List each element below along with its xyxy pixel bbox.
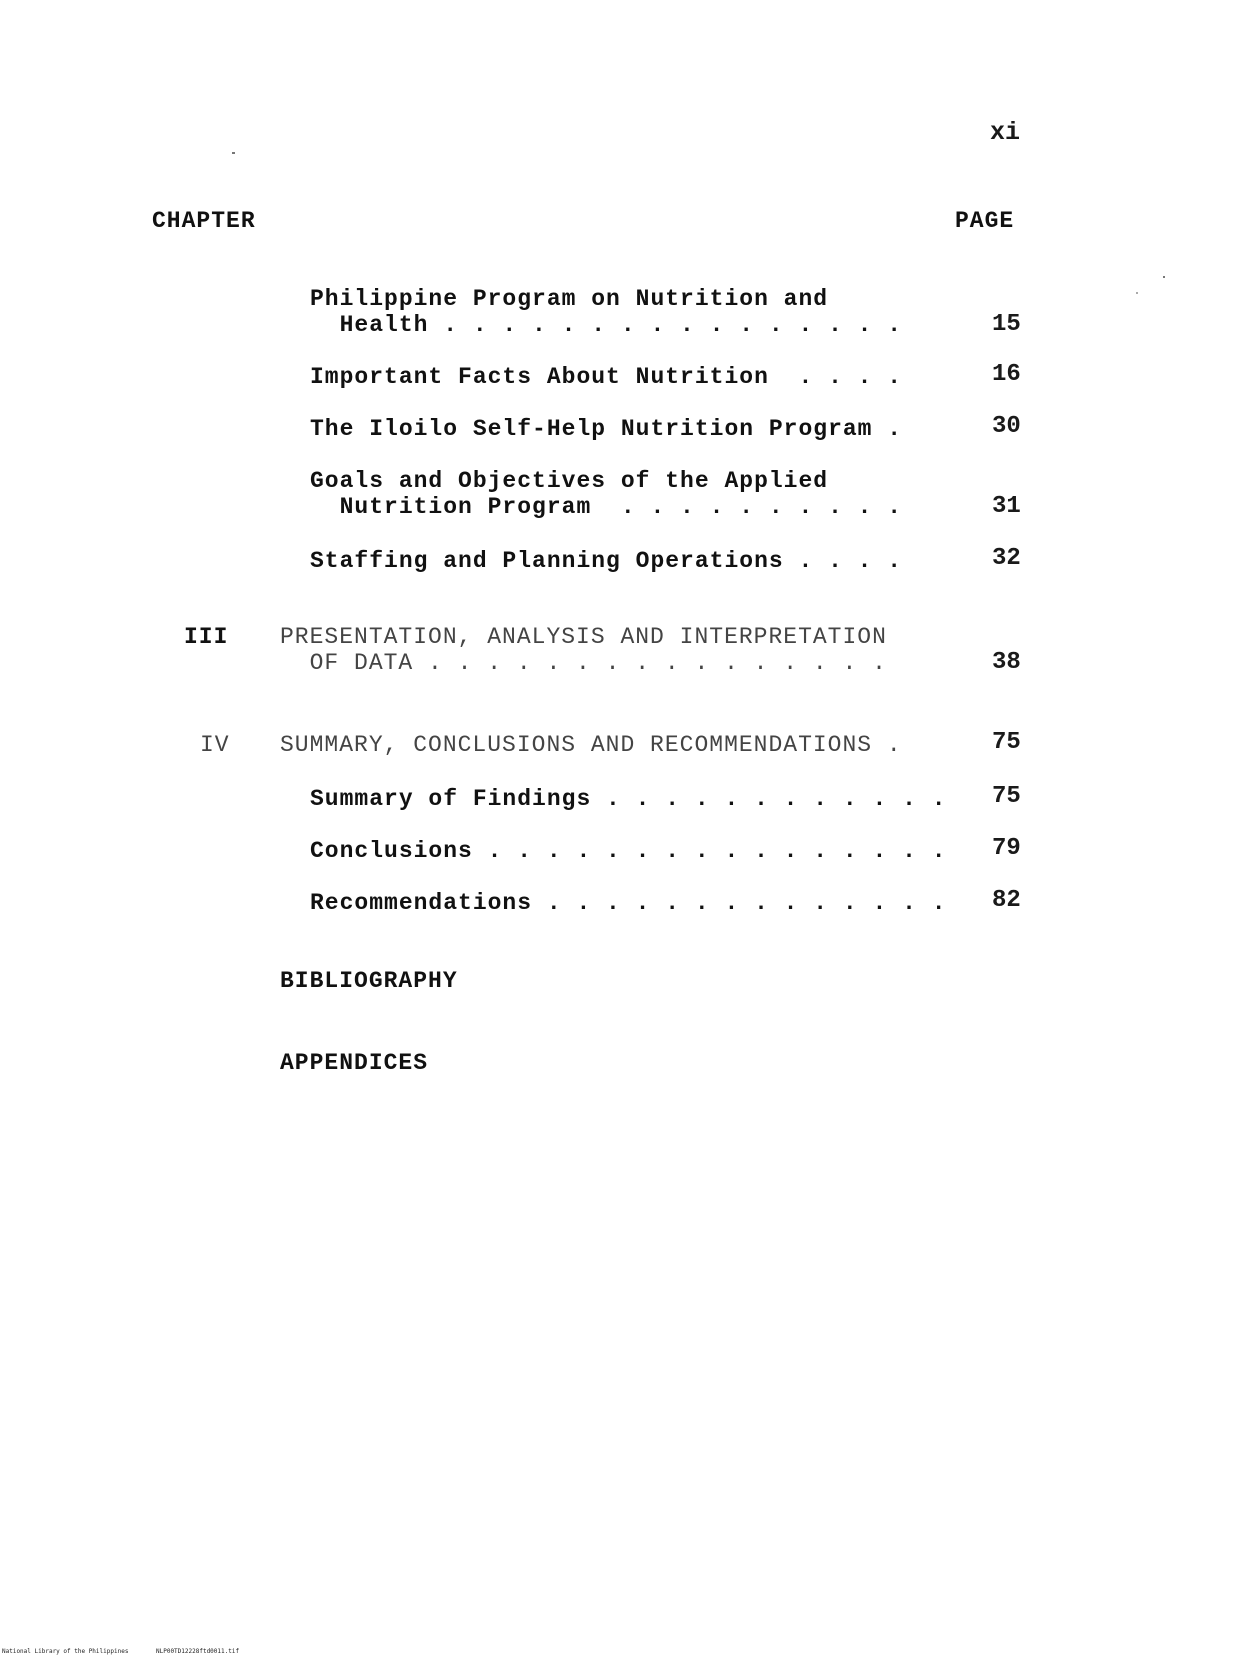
toc-entry-line: Nutrition Program . . . . . . . . . . xyxy=(310,494,903,520)
toc-page-number: 16 xyxy=(992,361,1021,388)
page-column-header: PAGE xyxy=(955,208,1015,234)
chapter-numeral: III xyxy=(184,624,229,650)
toc-page-number: 32 xyxy=(992,545,1021,572)
chapter-numeral: IV xyxy=(200,732,230,758)
toc-entry-line: Important Facts About Nutrition . . . . xyxy=(310,364,903,390)
page-number: xi xyxy=(990,118,1021,147)
appendices-heading: APPENDICES xyxy=(280,1050,429,1076)
toc-page-number: 75 xyxy=(992,783,1021,810)
chapter-page-number: 38 xyxy=(992,649,1021,676)
chapter-title-line: SUMMARY, CONCLUSIONS AND RECOMMENDATIONS . xyxy=(280,732,902,758)
chapter-column-header: CHAPTER xyxy=(152,208,256,234)
footer-library: National Library of the Philippines xyxy=(2,1648,129,1655)
footer-filename: NLP00TD12228ftd0011.tif xyxy=(156,1648,240,1655)
toc-entry-line: Philippine Program on Nutrition and xyxy=(310,286,829,312)
chapter-page-number: 75 xyxy=(992,729,1021,756)
toc-entry-line: Recommendations . . . . . . . . . . . . . . xyxy=(310,890,947,916)
toc-page-number: 15 xyxy=(992,311,1021,338)
toc-entry-line: Summary of Findings . . . . . . . . . . . . xyxy=(310,786,947,812)
toc-page-number: 31 xyxy=(992,493,1021,520)
toc-entry-line: Conclusions . . . . . . . . . . . . . . . . xyxy=(310,838,947,864)
scan-speck xyxy=(1163,276,1165,278)
toc-page-number: 30 xyxy=(992,413,1021,440)
scan-speck xyxy=(232,152,235,154)
toc-page-number: 82 xyxy=(992,887,1021,914)
scan-speck xyxy=(1136,292,1138,294)
toc-page-number: 79 xyxy=(992,835,1021,862)
toc-entry-line: The Iloilo Self-Help Nutrition Program . xyxy=(310,416,903,442)
bibliography-heading: BIBLIOGRAPHY xyxy=(280,968,458,994)
chapter-title-line: OF DATA . . . . . . . . . . . . . . . . xyxy=(280,650,887,676)
toc-entry-line: Goals and Objectives of the Applied xyxy=(310,468,829,494)
toc-entry-line: Health . . . . . . . . . . . . . . . . xyxy=(310,312,903,338)
toc-entry-line: Staffing and Planning Operations . . . . xyxy=(310,548,903,574)
chapter-title-line: PRESENTATION, ANALYSIS AND INTERPRETATION xyxy=(280,624,887,650)
